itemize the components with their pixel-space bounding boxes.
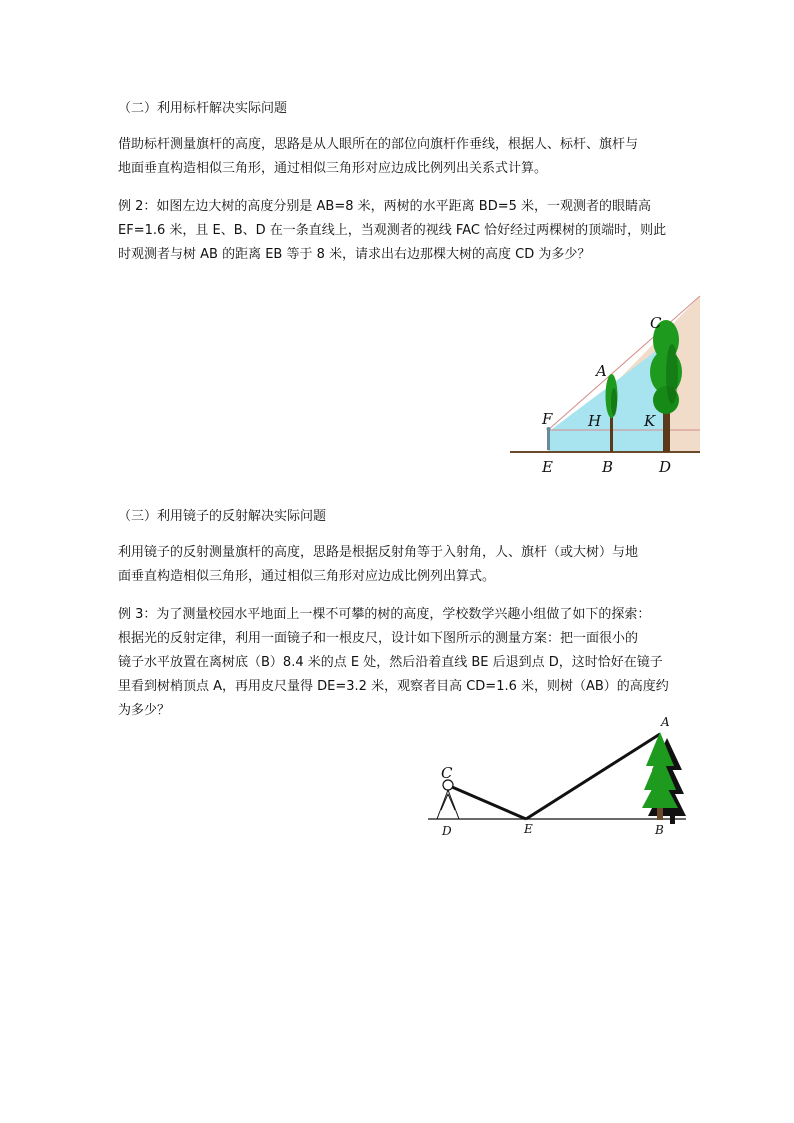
example2-line-1: 例 2：如图左边大树的高度分别是 AB=8 米，两树的水平距离 BD=5 米，一观测者的眼睛高 bbox=[118, 199, 652, 214]
line-ea bbox=[526, 734, 660, 819]
section2-heading: （二）利用标杆解决实际问题 bbox=[118, 101, 288, 116]
label-b: B bbox=[602, 458, 614, 476]
example2-line-2: EF=1.6 米，且 E、B、D 在一条直线上，当观测者的视线 FAC 恰好经过两棵树的顶端时，则此 bbox=[118, 223, 667, 238]
line-ce bbox=[452, 787, 526, 819]
label-a: A bbox=[661, 715, 670, 729]
example3-line-4: 里看到树梢顶点 A，再用皮尺量得 DE=3.2 米，观察者目高 CD=1.6 米，则树（AB）的高度约 bbox=[118, 679, 669, 694]
tree-cd-trunk bbox=[663, 410, 670, 452]
tree-ab-shadow bbox=[611, 388, 617, 416]
example3-line-3: 镜子水平放置在离树底（B）8.4 米的点 E 处，然后沿着直线 BE 后退到点 D，这时恰好在镜子 bbox=[118, 655, 663, 670]
label-c: C bbox=[650, 314, 662, 332]
tree-trunk bbox=[657, 808, 663, 820]
tree-cd-shadow bbox=[666, 344, 678, 404]
example2-line-3: 时观测者与树 AB 的距离 EB 等于 8 米，请求出右边那棵大树的高度 CD 为多少？ bbox=[118, 247, 591, 262]
label-k: K bbox=[644, 412, 656, 430]
label-d: D bbox=[442, 824, 452, 838]
label-h: H bbox=[588, 412, 602, 430]
label-b: B bbox=[655, 823, 664, 837]
example3-line-5: 为多少？ bbox=[118, 703, 171, 718]
observer-figure bbox=[547, 430, 550, 450]
observer-arm-right bbox=[448, 794, 455, 810]
observer-leg-left bbox=[437, 790, 448, 819]
figure-mirror-reflection bbox=[428, 712, 698, 842]
figure-two-trees bbox=[508, 292, 700, 478]
section3-intro-line-1: 利用镜子的反射测量旗杆的高度，思路是根据反射角等于入射角，人、旗杆（或大树）与地 bbox=[118, 545, 639, 560]
label-e: E bbox=[524, 822, 533, 836]
label-e: E bbox=[542, 458, 553, 476]
tree-shadow-trunk bbox=[670, 810, 675, 824]
label-a: A bbox=[596, 362, 607, 380]
example3-line-1: 例 3：为了测量校园水平地面上一棵不可攀的树的高度，学校数学兴趣小组做了如下的探索： bbox=[118, 607, 651, 622]
label-c: C bbox=[441, 764, 453, 782]
observer-arm-left bbox=[441, 794, 448, 810]
label-d: D bbox=[659, 458, 672, 476]
section3-heading: （三）利用镜子的反射解决实际问题 bbox=[118, 509, 327, 524]
label-f: F bbox=[542, 410, 553, 428]
section2-intro-line-2: 地面垂直构造相似三角形，通过相似三角形对应边成比例列出关系式计算。 bbox=[118, 161, 548, 176]
observer-leg-right bbox=[448, 790, 459, 819]
section3-intro-line-2: 面垂直构造相似三角形，通过相似三角形对应边成比例列出算式。 bbox=[118, 569, 496, 584]
example3-line-2: 根据光的反射定律，利用一面镜子和一根皮尺，设计如下图所示的测量方案：把一面很小的 bbox=[118, 631, 639, 646]
section2-intro-line-1: 借助标杆测量旗杆的高度，思路是从人眼所在的部位向旗杆作垂线，根据人、标杆、旗杆与 bbox=[118, 137, 639, 152]
